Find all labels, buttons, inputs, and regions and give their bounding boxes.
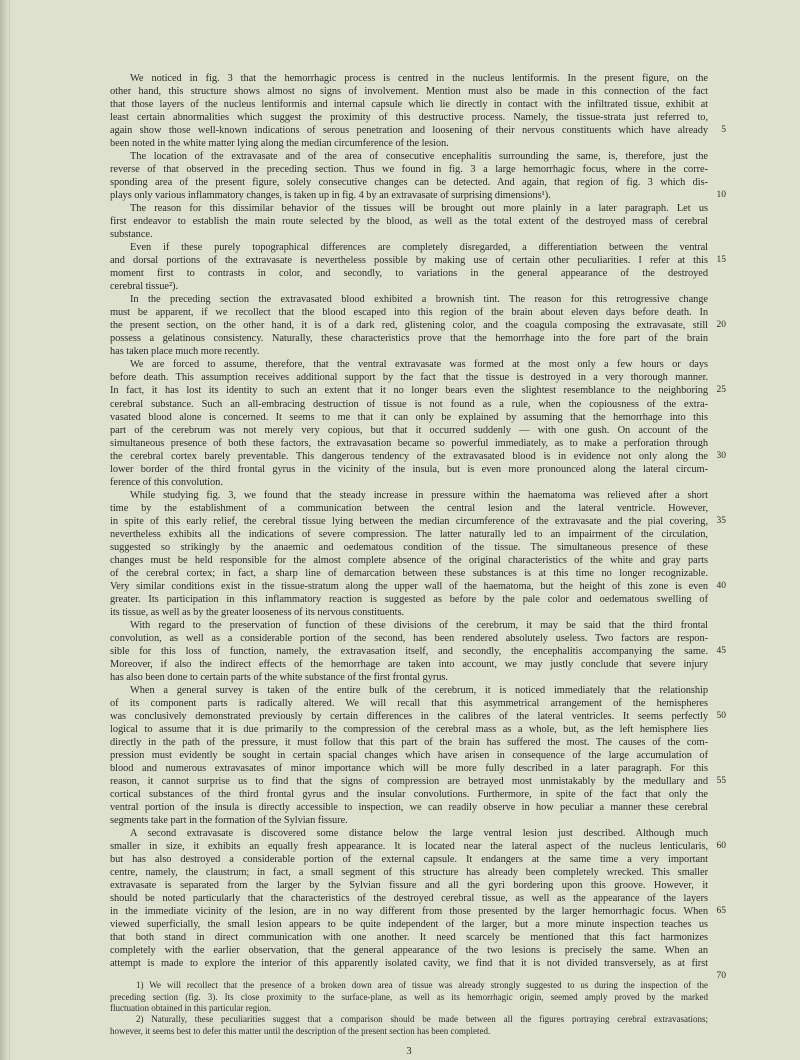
text-line: attempt is made to explore the interior of this apparently isolated cavity, we find that it is not divided transversely, as at first [110, 958, 708, 970]
text-line: first endeavor to establish the main route selected by the blood, as well as the total extent of the destroyed mass of cerebral [110, 216, 708, 228]
text-line: The reason for this dissimilar behavior of the tissues will be brought out more plainly in a later paragraph. Let us [130, 203, 708, 215]
line-number: 15 [716, 255, 726, 266]
text-line: lower border of the third frontal gyrus in the vicinity of the insula, but is even more pronounced along the lateral circum- [110, 463, 708, 475]
text-line: moment first to contrasts in color, and secondly, to variations in the general appearance of the destroyed [110, 268, 708, 280]
line-number: 50 [716, 710, 726, 721]
text-line: has also been done to certain parts of the white substance of the first frontal gyrus. [110, 671, 448, 683]
text-line: been noted in the white matter lying along the median circumference of the lesion. [110, 138, 449, 150]
text-line: but has also destroyed a considerable portion of the external capsule. It endangers at the same time a very important [110, 854, 708, 866]
footnote-line: preceding section (fig. 3). Its close proximity to the surface-plane, as well as its hemorrhagic origin, seemed amply proved by the marked [110, 991, 708, 1002]
text-line: extravasate is separated from the larger by the Sylvian fissure and all the gyri bordering upon this groove. However, it [110, 880, 708, 892]
text-line: possess a gelatinous consistency. Naturally, these characteristics prove that the hemorrhage into the fore part of the brain [110, 333, 708, 345]
text-line: cerebral tissue²). [110, 281, 178, 293]
text-line: simultaneous presence of both these factors, the extravasation became so powerful immediately, as to make a perforation through [110, 437, 708, 449]
text-line: ference of this convolution. [110, 476, 223, 488]
text-line: of the cerebral cortex; in fact, a sharp line of demarcation between these substances is at this time no longer recognizable. [110, 567, 708, 579]
text-line: sible for this loss of function, namely, the extravasation itself, and secondly, the encephalitis accompanying the same. [110, 645, 708, 657]
text-line: should be noted particularly that the characteristics of the destroyed cerebral tissue, as well as the appearance of the layers [110, 893, 708, 905]
text-line: When a general survey is taken of the entire bulk of the cerebrum, it is noticed immediately that the relationship [130, 684, 708, 696]
text-line: suggested so strikingly by the anaemic and oedematous condition of the tissue. The simultaneous presence of these [110, 541, 708, 553]
text-line: time by the establishment of a communication between the central lesion and the lateral ventricle. However, [110, 502, 708, 514]
text-line: We noticed in fig. 3 that the hemorrhagic process is centred in the nucleus lentiformis. In the present figure, on the [130, 73, 708, 84]
text-line: in spite of this early relief, the cerebral tissue lying between the median circumference of the extravasate and the pial covering, [110, 515, 708, 527]
footnote-line: however, it seems best to defer this matter until the description of the present section has been completed. [110, 1025, 491, 1036]
text-line: Even if these purely topographical differences are completely disregarded, a differentiation between the ventral [130, 242, 708, 254]
text-line: before death. This assumption receives additional support by the fact that the tissue is destroyed in a very thorough manner. [110, 372, 708, 384]
text-line: pression must evidently be sought in certain spacial changes which have arisen in consequence of the large accumulation of [110, 750, 708, 762]
line-number: 60 [716, 841, 726, 852]
text-line: smaller in size, it exhibits an equally fresh appearance. It is located near the lateral aspect of the nucleus lenticularis, [110, 841, 708, 853]
text-line: Very similar conditions exist in the tissue-stratum along the upper wall of the haematoma, but the height of this zone is even [110, 580, 708, 592]
text-line: and dorsal portions of the extravasate is nevertheless possible by making use of certain other peculiarities. I refer at this [110, 255, 708, 267]
text-line: cortical substances of the third frontal gyrus and the insular convolutions. Furthermore, in spite of the fact that only the [110, 789, 708, 801]
text-line: again show those well-known indications of serous penetration and loosening of their nervous constituents which have already [110, 125, 708, 137]
line-number: 45 [716, 645, 726, 656]
text-line: nevertheless exhibits all the indications of severe compression. The latter naturally led to an impairment of the circulation, [110, 528, 708, 540]
text-line: must be apparent, if we recollect that the blood escaped into this region of the brain about eleven days before death. In [110, 307, 708, 319]
text-line: plays only various inflammatory changes, is taken up in fig. 4 by an extravasate of surprising dimensions¹). [110, 190, 551, 202]
text-line: The location of the extravasate and of the area of consecutive encephalitis surrounding the same, is, therefore, just the [130, 151, 708, 163]
line-number: 25 [716, 385, 726, 396]
text-line: cerebral substance. Such an all-embracing destruction of tissue is not found as a rule, when the copiousness of the extra- [110, 398, 708, 410]
text-line: was conclusively demonstrated previously by certain differences in the calibres of the lateral ventricles. It seems perfectly [110, 710, 708, 722]
text-line: part of the cerebrum was not merely very copious, but that it occurred suddenly — with one gush. On account of the [110, 424, 708, 436]
text-line: that those layers of the nucleus lentiformis and internal capsule which lie directly in contact with the infiltrated tissue, exhibit at [110, 99, 708, 111]
text-line: changes must be held responsible for the almost complete absence of the original characteristics of the white and gray parts [110, 554, 708, 566]
text-line: the present section, on the other hand, it is of a dark red, glistening color, and the coagula composing the extravasate, still [110, 320, 708, 332]
text-line: that both stand in direct communication with one another. It need scarcely be mentioned that this fact harmonizes [110, 932, 708, 944]
text-line: vasated blood alone is concerned. It seems to me that it can only be explained by assuming that the hemorrhage into this [110, 411, 708, 423]
line-number: 30 [716, 450, 726, 461]
text-line: ventral portion of the insula is directly accessible to inspection, we can readily observe in how peculiar a manner these cerebral [110, 802, 708, 814]
text-line: logical to assume that it is due primarily to the compression of the cerebral mass as a whole, but, as the left hemisphere lies [110, 724, 708, 735]
line-number: 10 [716, 190, 726, 201]
text-line: reason, it cannot surprise us to find that the signs of compression are betrayed most unmistakably by the medullary and [110, 776, 708, 788]
text-line: centre, namely, the claustrum; in fact, a small segment of this structure has already been completely wrecked. This smaller [110, 867, 708, 879]
text-line: sponding area of the present figure, solely consecutive changes can be detected. And again, that region of fig. 3 which dis- [110, 177, 708, 189]
text-line: In fact, it has lost its identity to such an extent that it no longer bears even the slightest resemblance to the neighboring [110, 385, 708, 397]
text-line: With regard to the preservation of function of these divisions of the cerebrum, it may be said that the third frontal [130, 619, 708, 631]
text-line: of its component parts is radically altered. We will recall that this asymmetrical arrangement of the hemispheres [110, 697, 708, 709]
text-line: segments take part in the formation of the Sylvian fissure. [110, 815, 348, 827]
text-line: its tissue, as well as by the greater looseness of its nervous constituents. [110, 606, 405, 618]
text-line: has taken place much more recently. [110, 346, 260, 358]
page-text-block [110, 72, 726, 1057]
footnote-line: fluctuation obtained in this particular region. [110, 1002, 271, 1013]
line-number: 20 [716, 320, 726, 331]
text-line: the cerebral cortex barely preventable. This dangerous tendency of the extravasated blood is in evidence not only along the [110, 450, 708, 462]
line-number: 65 [716, 906, 726, 917]
text-line: completely with the earlier observation, that the general appearance of the two lesions is precisely the same. When an [110, 945, 708, 957]
footnote-line: 1) We will recollect that the presence of a broken down area of tissue was already strongly suggested to us during the inspection of the [136, 980, 708, 991]
text-line: While studying fig. 3, we found that the steady increase in pressure within the haematoma was relieved after a short [130, 489, 708, 501]
line-number: 70 [716, 971, 726, 982]
line-number: 5 [721, 125, 726, 136]
page-number: 3 [406, 1045, 412, 1057]
text-line: blood and numerous extravasates of minor importance which will be more fully described in a later paragraph. For this [110, 763, 708, 775]
text-line: We are forced to assume, therefore, that the ventral extravasate was formed at the most only a few hours or days [130, 359, 708, 371]
text-line: substance. [110, 229, 153, 241]
text-line: convolution, as well as a considerable portion of the second, has been rendered absolutely useless. Two factors are respon- [110, 632, 708, 644]
text-line: In the preceding section the extravasated blood exhibited a brownish tint. The reason for this retrogressive change [130, 294, 708, 306]
binding-shadow [0, 0, 10, 1060]
text-line: greater. Its participation in this inflammatory reaction is suggested as before by the pale color and oedematous swelling of [110, 593, 708, 605]
text-line: least certain abnormalities which suggest the proximity of this destructive process. Namely, the tissue-strata just referred to, [110, 112, 708, 124]
text-line: A second extravasate is discovered some distance below the large ventral lesion just described. Although much [130, 828, 708, 840]
line-number: 35 [716, 515, 726, 526]
text-line: directly in the path of the pressure, it must follow that this part of the brain has suffered the most. The causes of the com- [110, 737, 708, 749]
text-line: reverse of that observed in the preceding section. Thus we found in fig. 3 a large hemorrhagic focus, where in the corre- [110, 164, 708, 176]
text-line: in the immediate vicinity of the lesion, are in no way different from those presented by the larger hemorrhagic focus. When [110, 906, 708, 918]
text-line: Moreover, if also the indirect effects of the hemorrhage are taken into account, we may justly conclude that severe injury [110, 658, 708, 670]
footnote-line: 2) Naturally, these peculiarities suggest that a comparison should be made between all the figures portraying cerebral extravasations; [136, 1014, 708, 1025]
line-number: 55 [716, 776, 726, 787]
text-line: other hand, this structure shows almost no signs of involvement. Mention must also be made in this connection of the fact [110, 86, 708, 98]
line-number: 40 [716, 580, 726, 591]
text-line: viewed superficially, the small lesion appears to be quite independent of the larger, but a more minute inspection teaches us [110, 919, 708, 931]
